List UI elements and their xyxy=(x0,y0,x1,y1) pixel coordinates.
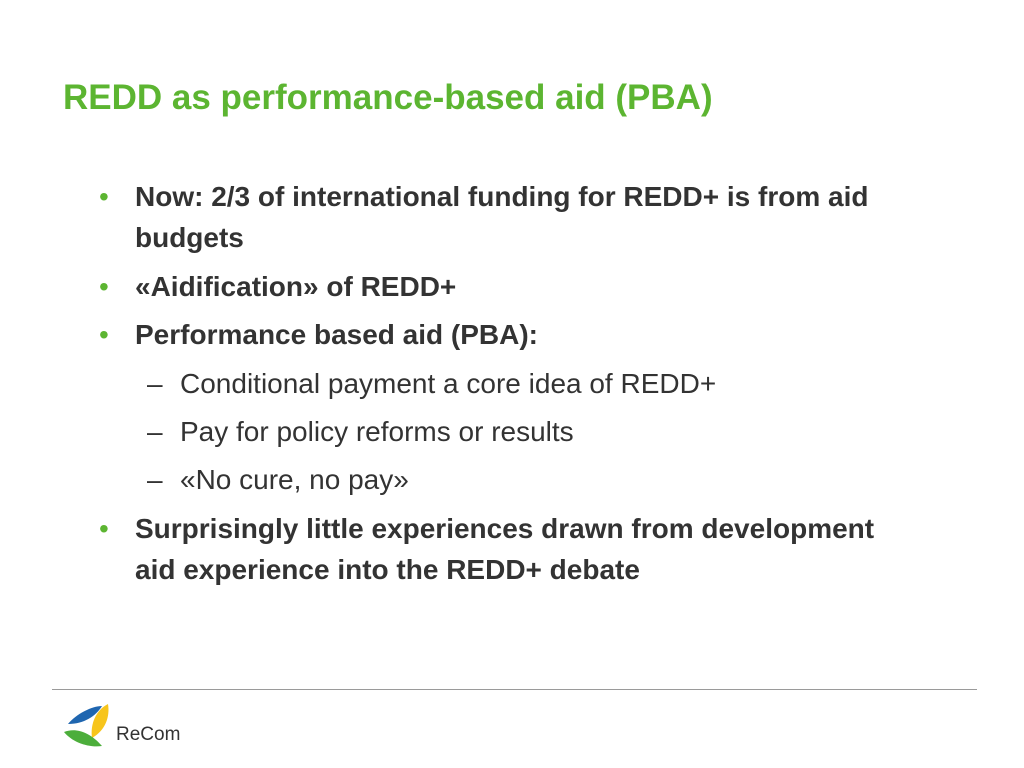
footer-divider xyxy=(52,689,977,690)
recom-logo xyxy=(62,702,182,752)
bullet-text-aidification: «Aidification» of REDD+ xyxy=(135,271,457,302)
bullet-dot-icon: • xyxy=(99,271,109,302)
dash-icon: – xyxy=(147,416,163,447)
recom-leaf-logo-icon xyxy=(62,702,114,752)
bullet-dot-icon: • xyxy=(99,181,109,212)
dash-icon: – xyxy=(147,368,163,399)
bullet-text-pba: Performance based aid (PBA): xyxy=(135,319,538,350)
bullet-text-funding: Now: 2/3 of international funding for REDD+ is from aid budgets xyxy=(135,181,869,253)
sub-text-no-cure-no-pay: «No cure, no pay» xyxy=(180,464,409,495)
sub-text-conditional-payment: Conditional payment a core idea of REDD+ xyxy=(180,368,717,399)
bullet-dot-icon: • xyxy=(99,319,109,350)
recom-logo-text: ReCom xyxy=(116,724,181,745)
slide-title: REDD as performance-based aid (PBA) xyxy=(63,78,713,117)
bullet-text-experiences: Surprisingly little experiences drawn from development aid experience into the REDD+ debate xyxy=(135,513,875,585)
sub-text-pay-for-reforms: Pay for policy reforms or results xyxy=(180,416,574,447)
bullet-dot-icon: • xyxy=(99,513,109,544)
dash-icon: – xyxy=(147,464,163,495)
